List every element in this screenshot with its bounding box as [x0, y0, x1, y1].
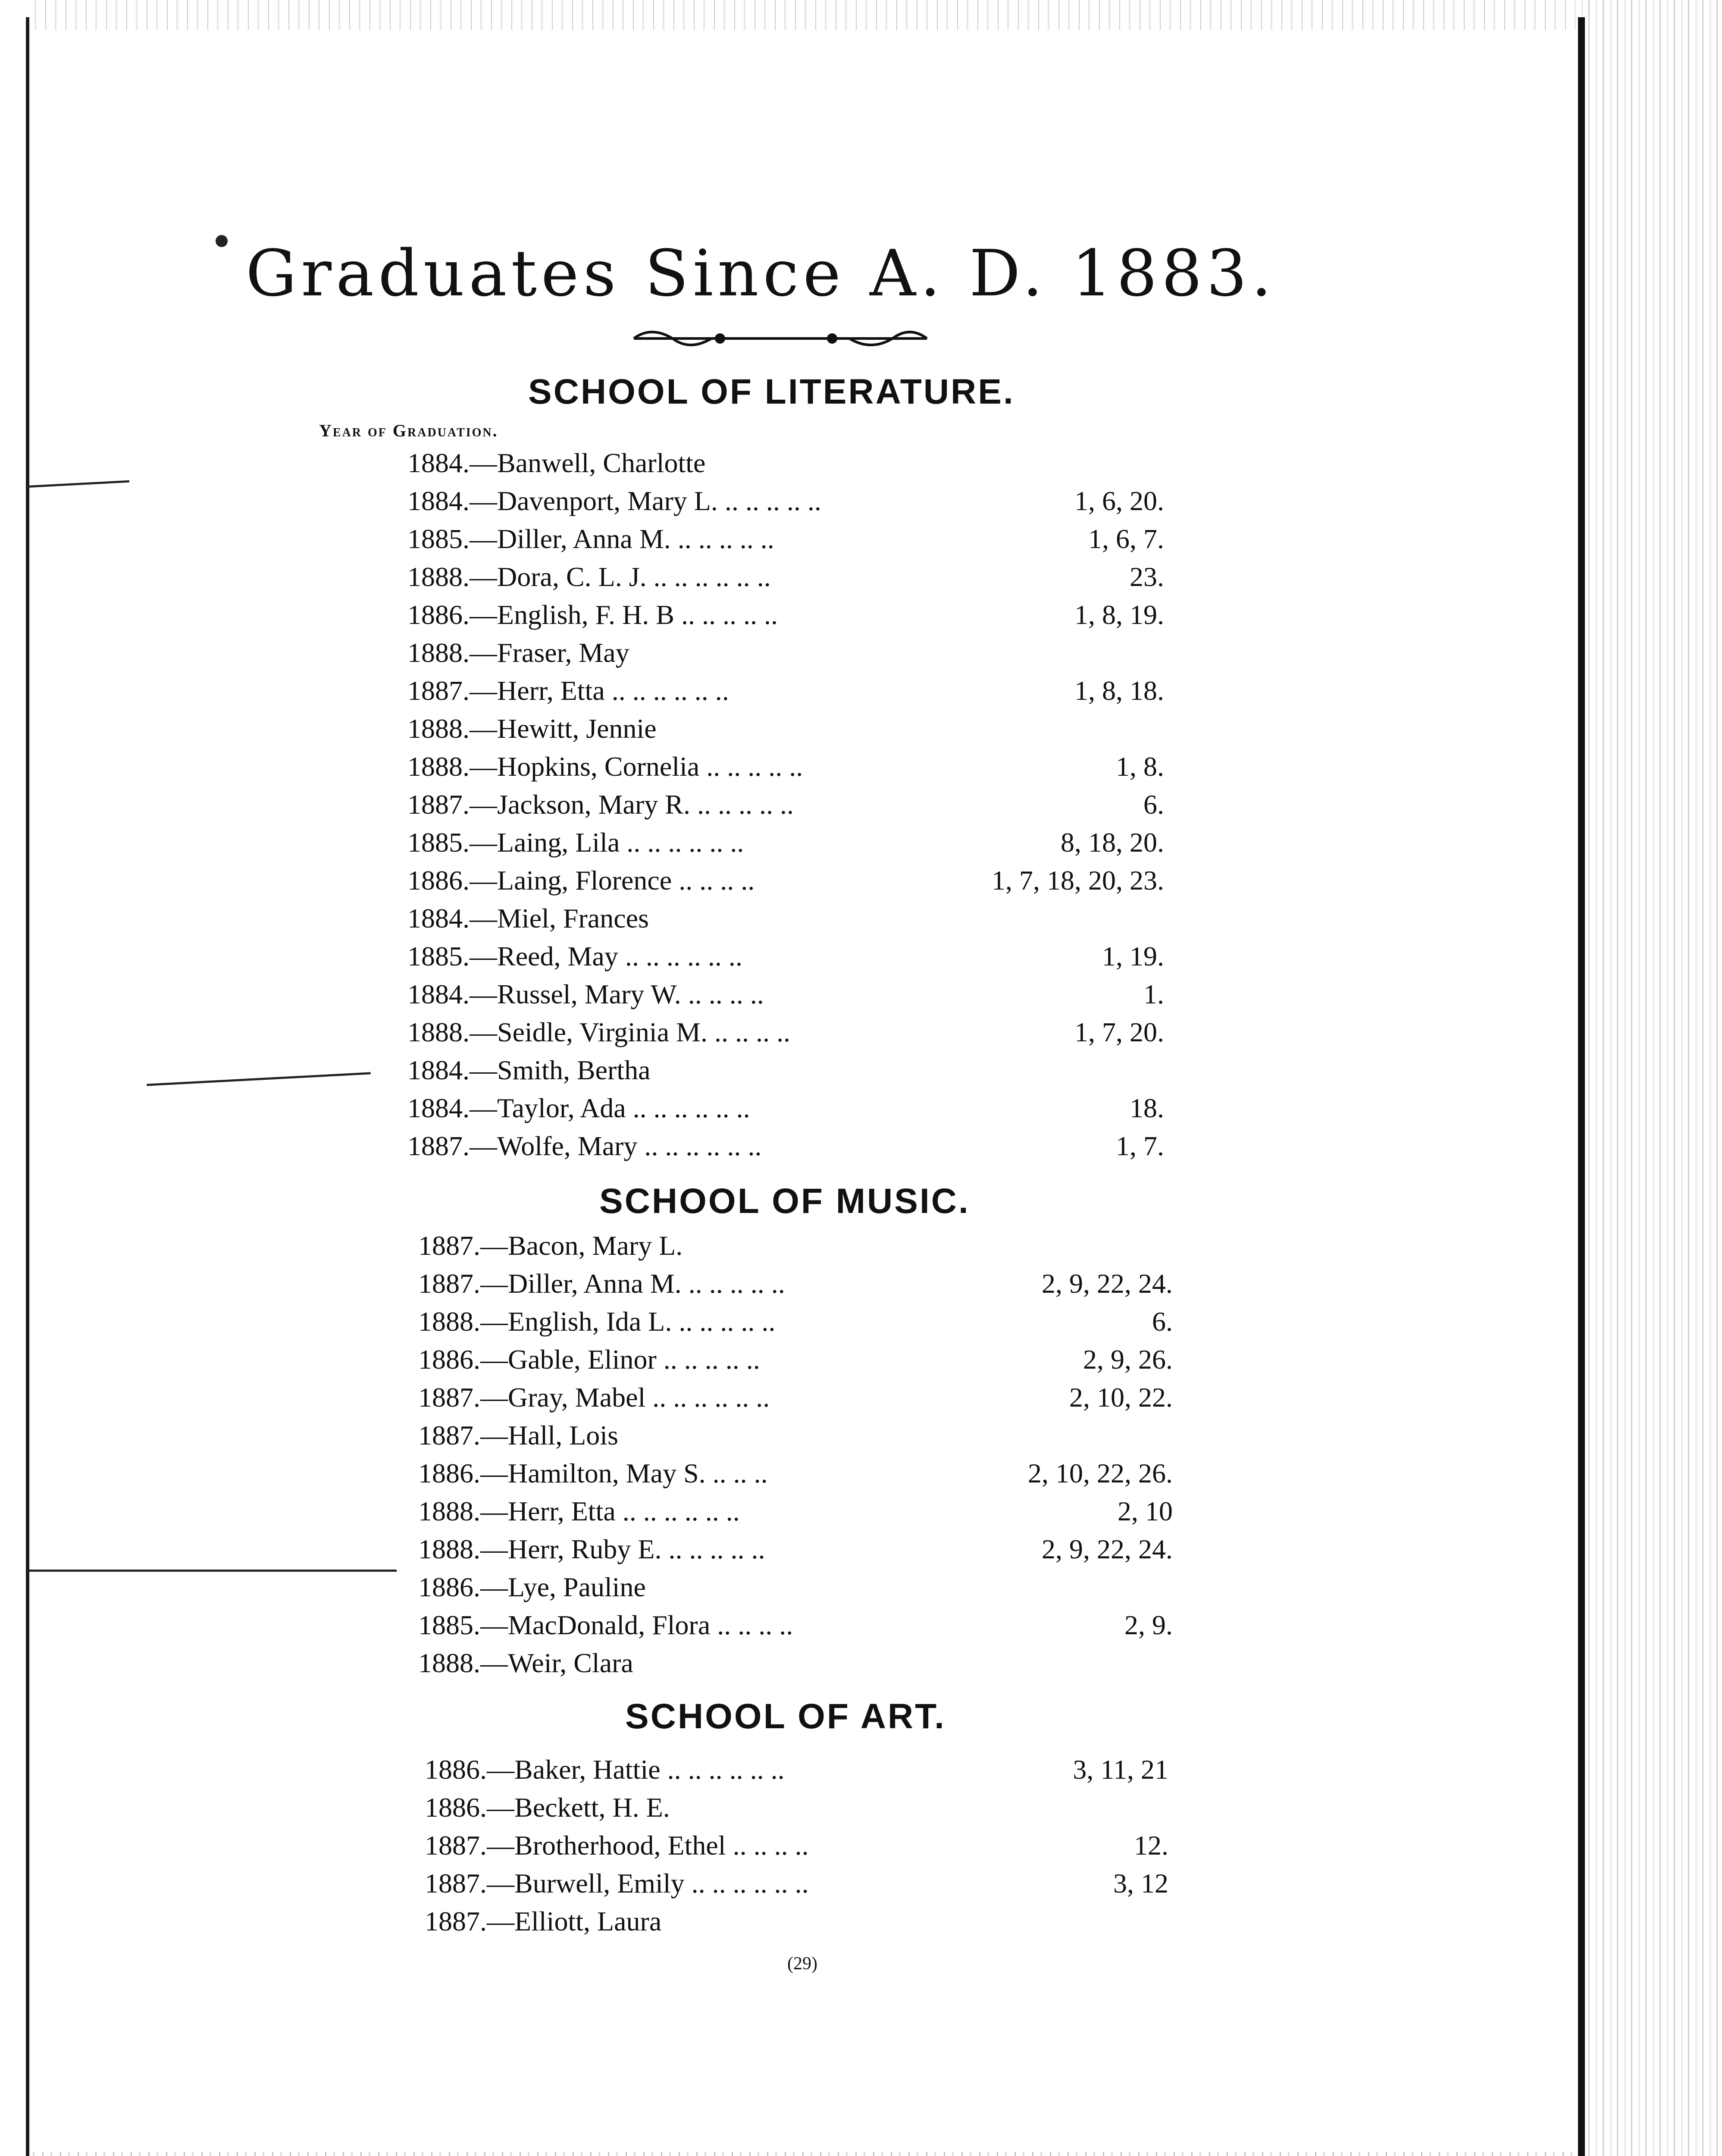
- graduate-entry: 1886.—Laing, Florence .. .. .. ..: [407, 865, 755, 896]
- graduate-entry: 1887.—Diller, Anna M. .. .. .. .. ..: [418, 1268, 785, 1299]
- list-item: [425, 1827, 1168, 1865]
- list-item: [418, 1606, 1173, 1644]
- graduate-entry: 1885.—MacDonald, Flora .. .. .. ..: [418, 1610, 793, 1640]
- graduate-references: 2, 10: [1118, 1496, 1173, 1526]
- list-item: [418, 1644, 1173, 1682]
- graduate-entry: 1884.—Miel, Frances: [407, 903, 649, 934]
- list-item: [407, 824, 1164, 862]
- list-item: [418, 1568, 1173, 1606]
- graduate-references: 1, 8, 19.: [1074, 599, 1164, 630]
- list-item: [418, 1265, 1173, 1303]
- graduate-references: 1, 7, 20.: [1074, 1017, 1164, 1047]
- graduate-entry: 1884.—Smith, Bertha: [407, 1055, 651, 1085]
- graduate-references: 1, 7, 18, 20, 23.: [992, 865, 1164, 896]
- graduate-entry: 1886.—Baker, Hattie .. .. .. .. .. ..: [425, 1754, 785, 1785]
- graduate-entry: 1887.—Herr, Etta .. .. .. .. .. ..: [407, 675, 729, 706]
- list-item: [418, 1416, 1173, 1454]
- scan-right-edge: [1575, 0, 1722, 2156]
- graduate-entry: 1887.—Jackson, Mary R. .. .. .. .. ..: [407, 789, 794, 820]
- graduate-entry: 1888.—Seidle, Virginia M. .. .. .. ..: [407, 1017, 790, 1047]
- list-item: [407, 1051, 1164, 1089]
- page-title: Graduates Since A. D. 1883.: [246, 236, 1276, 310]
- graduate-entry: 1887.—Wolfe, Mary .. .. .. .. .. ..: [407, 1131, 762, 1161]
- list-item: [407, 596, 1164, 634]
- page-edge-line: [1578, 17, 1585, 2156]
- graduate-entry: 1888.—Fraser, May: [407, 637, 629, 668]
- list-item: [407, 520, 1164, 558]
- section-heading-art: SCHOOL OF ART.: [625, 1697, 946, 1736]
- ornament-divider: [625, 326, 936, 351]
- graduate-entry: 1886.—English, F. H. B .. .. .. .. ..: [407, 599, 778, 630]
- graduate-references: 1, 6, 7.: [1088, 523, 1164, 554]
- graduate-references: 1, 8, 18.: [1074, 675, 1164, 706]
- graduate-references: 1.: [1143, 979, 1164, 1009]
- list-item: [425, 1865, 1168, 1902]
- graduate-references: 6.: [1152, 1306, 1173, 1337]
- graduate-references: 3, 12: [1113, 1868, 1168, 1899]
- list-item: [407, 937, 1164, 975]
- list-item: [407, 672, 1164, 710]
- list-item: [407, 444, 1164, 482]
- list-item: [407, 1089, 1164, 1127]
- graduate-references: 2, 10, 22.: [1069, 1382, 1173, 1413]
- graduate-entry: 1887.—Gray, Mabel .. .. .. .. .. ..: [418, 1382, 770, 1413]
- graduate-entry: 1884.—Banwell, Charlotte: [407, 448, 706, 478]
- graduate-entry: 1886.—Lye, Pauline: [418, 1572, 646, 1602]
- graduate-entry: 1888.—Hewitt, Jennie: [407, 713, 657, 744]
- graduate-entry: 1888.—Herr, Etta .. .. .. .. .. ..: [418, 1496, 740, 1526]
- list-item: [407, 975, 1164, 1013]
- graduate-entry: 1885.—Laing, Lila .. .. .. .. .. ..: [407, 827, 744, 858]
- graduate-entry: 1884.—Taylor, Ada .. .. .. .. .. ..: [407, 1093, 750, 1123]
- graduate-entry: 1887.—Hall, Lois: [418, 1420, 618, 1451]
- list-item: [418, 1227, 1173, 1265]
- list-item: [418, 1492, 1173, 1530]
- graduate-references: 1, 7.: [1116, 1131, 1164, 1161]
- graduate-entry: 1887.—Bacon, Mary L.: [418, 1230, 683, 1261]
- list-item: [418, 1303, 1173, 1341]
- list-item: [407, 1013, 1164, 1051]
- graduate-references: 8, 18, 20.: [1061, 827, 1164, 858]
- graduate-entry: 1885.—Reed, May .. .. .. .. .. ..: [407, 941, 742, 971]
- graduate-entry: 1888.—English, Ida L. .. .. .. .. ..: [418, 1306, 776, 1337]
- year-of-graduation-label: Year of Graduation.: [319, 421, 498, 440]
- graduate-references: 23.: [1130, 561, 1164, 592]
- graduate-entry: 1887.—Brotherhood, Ethel .. .. .. ..: [425, 1830, 809, 1861]
- stray-mark: [26, 1570, 397, 1572]
- list-item: [418, 1379, 1173, 1416]
- list-item: [418, 1341, 1173, 1379]
- graduate-entry: 1888.—Herr, Ruby E. .. .. .. .. ..: [418, 1534, 765, 1564]
- list-item: [407, 634, 1164, 672]
- list-item: [425, 1751, 1168, 1789]
- list-item: [407, 786, 1164, 824]
- graduate-entry: 1884.—Russel, Mary W. .. .. .. ..: [407, 979, 764, 1009]
- graduate-entry: 1886.—Hamilton, May S. .. .. ..: [418, 1458, 768, 1489]
- graduate-references: 2, 9, 22, 24.: [1042, 1268, 1173, 1299]
- list-item: [407, 710, 1164, 748]
- graduate-entry: 1884.—Davenport, Mary L. .. .. .. .. ..: [407, 486, 821, 516]
- graduate-entry: 1887.—Burwell, Emily .. .. .. .. .. ..: [425, 1868, 809, 1899]
- graduate-references: 3, 11, 21: [1073, 1754, 1168, 1785]
- graduate-references: 2, 10, 22, 26.: [1028, 1458, 1173, 1489]
- graduate-references: 2, 9, 26.: [1083, 1344, 1173, 1375]
- graduate-entry: 1888.—Weir, Clara: [418, 1648, 633, 1678]
- graduate-references: 2, 9, 22, 24.: [1042, 1534, 1173, 1564]
- page-number: (29): [787, 1954, 817, 1974]
- list-item: [407, 1127, 1164, 1165]
- list-item: [407, 748, 1164, 786]
- graduate-references: 6.: [1143, 789, 1164, 820]
- list-item: [425, 1902, 1168, 1940]
- list-item: [407, 862, 1164, 899]
- list-item: [418, 1454, 1173, 1492]
- graduate-entry: 1888.—Dora, C. L. J. .. .. .. .. .. ..: [407, 561, 771, 592]
- graduate-entry: 1888.—Hopkins, Cornelia .. .. .. .. ..: [407, 751, 803, 782]
- graduate-entry: 1886.—Gable, Elinor .. .. .. .. ..: [418, 1344, 760, 1375]
- list-item: [407, 482, 1164, 520]
- graduate-entry: 1887.—Elliott, Laura: [425, 1906, 662, 1937]
- list-item: [407, 558, 1164, 596]
- list-item: [407, 899, 1164, 937]
- graduate-references: 1, 6, 20.: [1074, 486, 1164, 516]
- graduate-references: 1, 19.: [1102, 941, 1164, 971]
- section-heading-music: SCHOOL OF MUSIC.: [599, 1181, 970, 1221]
- graduate-references: 12.: [1134, 1830, 1168, 1861]
- graduate-entry: 1885.—Diller, Anna M. .. .. .. .. ..: [407, 523, 774, 554]
- section-heading-literature: SCHOOL OF LITERATURE.: [528, 372, 1015, 411]
- list-item: [418, 1530, 1173, 1568]
- stray-mark: [216, 235, 228, 247]
- list-item: [425, 1789, 1168, 1827]
- graduate-references: 2, 9.: [1124, 1610, 1173, 1640]
- graduate-references: 1, 8.: [1116, 751, 1164, 782]
- graduate-references: 18.: [1130, 1093, 1164, 1123]
- graduate-entry: 1886.—Beckett, H. E.: [425, 1792, 670, 1823]
